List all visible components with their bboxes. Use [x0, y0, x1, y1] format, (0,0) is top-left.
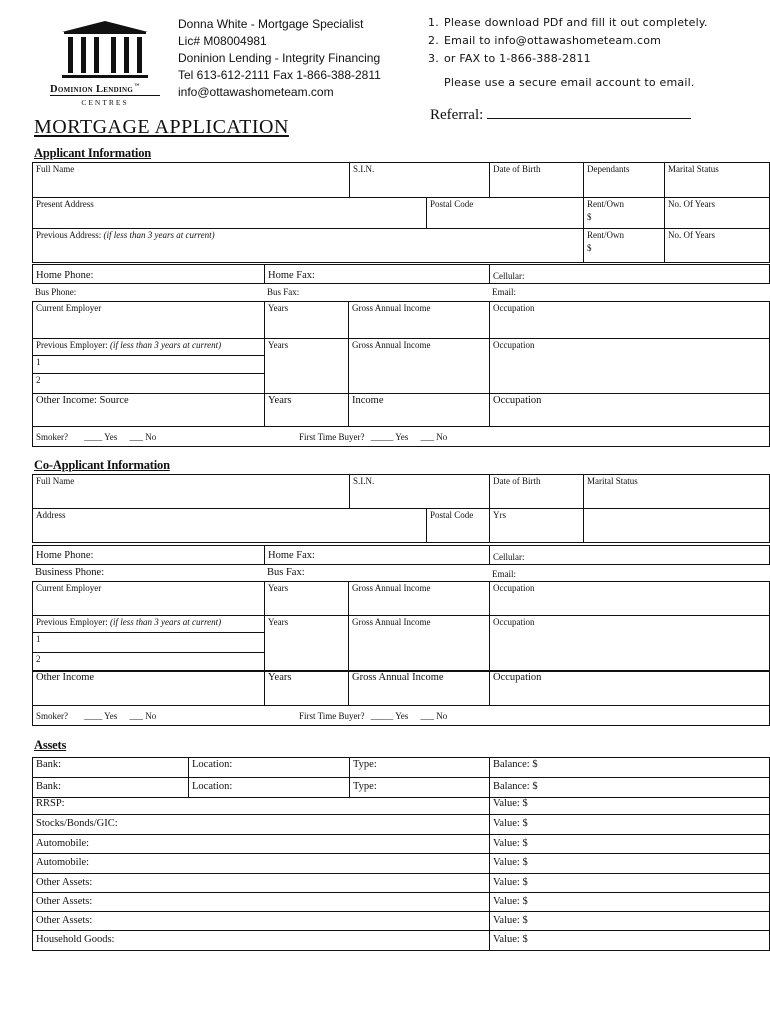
co-cellular-field[interactable]: Cellular:	[489, 545, 770, 565]
asset-automobile1-value[interactable]: Value: $	[489, 834, 770, 854]
co-previous-employer-field[interactable]: Previous Employer: (if less than 3 years at current)	[32, 615, 265, 633]
applicant-home-phone-field[interactable]: Home Phone:	[32, 264, 265, 284]
contact-line: Doninion Lending - Integrity Financing	[178, 51, 381, 65]
page-title: MORTGAGE APPLICATION	[34, 116, 289, 138]
co-years3-field[interactable]: Years	[264, 670, 349, 706]
contact-email: info@ottawashometeam.com	[178, 85, 334, 99]
instruction-note: Please use a secure email account to email.	[444, 76, 695, 89]
asset-other3-field[interactable]: Other Assets:	[32, 911, 490, 931]
asset-other1-value[interactable]: Value: $	[489, 873, 770, 893]
applicant-grid	[32, 162, 770, 447]
applicant-gross-income2-field[interactable]: Gross Annual Income	[348, 338, 490, 394]
applicant-sin-field[interactable]: S.I.N.	[349, 162, 490, 198]
co-first-time-yes-label: Yes	[395, 711, 409, 721]
asset-rrsp-value[interactable]: Value: $	[489, 797, 770, 815]
co-smoker-row	[32, 705, 770, 726]
asset-other2-field[interactable]: Other Assets:	[32, 892, 490, 912]
asset-other2-value[interactable]: Value: $	[489, 892, 770, 912]
applicant-prev-employer-2[interactable]: 2	[32, 373, 265, 394]
instruction-item: 3. or FAX to 1-866-388-2811	[428, 52, 591, 65]
logo-text-dominion: Dominion Lending™	[50, 84, 160, 96]
applicant-no-years-field[interactable]: No. Of Years	[664, 197, 770, 229]
co-full-name-field[interactable]: Full Name	[32, 474, 350, 509]
co-occupation2-field[interactable]: Occupation	[489, 615, 770, 672]
co-first-time-no-label: No	[436, 711, 448, 721]
asset-automobile2-value[interactable]: Value: $	[489, 853, 770, 874]
co-home-fax-field[interactable]: Home Fax:	[264, 545, 490, 565]
co-smoker-yes-blank[interactable]: ____	[84, 711, 103, 721]
applicant-bus-phone-label: Bus Phone:	[35, 287, 77, 297]
asset-automobile2-field[interactable]: Automobile:	[32, 853, 490, 874]
instructions-list	[428, 14, 708, 92]
co-dob-field[interactable]: Date of Birth	[489, 474, 584, 509]
applicant-postal-field[interactable]: Postal Code	[426, 197, 584, 229]
section-title-coapplicant: Co-Applicant Information	[34, 458, 170, 472]
applicant-dependants-field[interactable]: Dependants	[583, 162, 665, 198]
contact-line: Tel 613-612-2111 Fax 1-866-388-2811	[178, 68, 381, 82]
co-gross-income3-field[interactable]: Gross Annual Income	[348, 670, 490, 706]
company-logo	[50, 18, 160, 108]
smoker-label: Smoker?	[36, 432, 68, 442]
co-email-label: Email:	[492, 569, 516, 579]
applicant-present-address-field[interactable]: Present Address	[32, 197, 427, 229]
co-gross-income2-field[interactable]: Gross Annual Income	[348, 615, 490, 672]
applicant-no-years2-field[interactable]: No. Of Years	[664, 228, 770, 263]
asset-automobile1-field[interactable]: Automobile:	[32, 834, 490, 854]
applicant-rent-own2-field[interactable]: Rent/Own $	[583, 228, 665, 263]
applicant-prev-employer-1[interactable]: 1	[32, 355, 265, 374]
co-blank-field[interactable]	[583, 508, 770, 543]
contact-line: Donna White - Mortgage Specialist	[178, 17, 364, 31]
co-smoker-label: Smoker?	[36, 711, 68, 721]
applicant-years-field[interactable]: Years	[264, 301, 349, 339]
co-yrs-field[interactable]: Yrs	[489, 508, 584, 543]
referral-label: Referral:	[430, 107, 484, 123]
co-gross-income-field[interactable]: Gross Annual Income	[348, 581, 490, 616]
referral-input-line[interactable]	[487, 106, 691, 119]
contact-block	[178, 16, 381, 101]
first-time-no-label: No	[436, 432, 448, 442]
co-years-field[interactable]: Years	[264, 581, 349, 616]
section-title-assets: Assets	[34, 738, 67, 752]
applicant-marital-field[interactable]: Marital Status	[664, 162, 770, 198]
co-years2-field[interactable]: Years	[264, 615, 349, 672]
asset-bank2-field[interactable]: Bank:	[32, 777, 189, 798]
co-other-income-field[interactable]: Other Income	[32, 670, 265, 706]
applicant-current-employer-field[interactable]: Current Employer	[32, 301, 265, 339]
smoker-no-label: No	[145, 432, 157, 442]
contact-line: Lic# M08004981	[178, 34, 267, 48]
asset-rrsp-field[interactable]: RRSP:	[32, 797, 490, 815]
applicant-bus-fax-label: Bus Fax:	[267, 287, 300, 297]
asset-stocks-value[interactable]: Value: $	[489, 814, 770, 835]
co-first-time-no-blank[interactable]: ___	[420, 711, 435, 721]
asset-other1-field[interactable]: Other Assets:	[32, 873, 490, 893]
co-smoker-yes-label: Yes	[104, 711, 118, 721]
asset-balance2-field[interactable]: Balance: $	[489, 777, 770, 798]
applicant-income-field[interactable]: Income	[348, 393, 490, 427]
co-marital-field[interactable]: Marital Status	[583, 474, 770, 509]
co-prev-employer-1[interactable]: 1	[32, 632, 265, 653]
co-first-time-label: First Time Buyer?	[299, 711, 365, 721]
asset-bank1-field[interactable]: Bank:	[32, 757, 189, 778]
first-time-no-blank[interactable]: ___	[420, 432, 435, 442]
co-home-phone-field[interactable]: Home Phone:	[32, 545, 265, 565]
applicant-previous-employer-field[interactable]: Previous Employer: (if less than 3 years at current)	[32, 338, 265, 356]
applicant-dob-field[interactable]: Date of Birth	[489, 162, 584, 198]
co-occupation-field[interactable]: Occupation	[489, 581, 770, 616]
co-prev-employer-2[interactable]: 2	[32, 652, 265, 672]
applicant-email-label: Email:	[492, 287, 516, 297]
applicant-gross-income-field[interactable]: Gross Annual Income	[348, 301, 490, 339]
asset-household-value[interactable]: Value: $	[489, 930, 770, 951]
applicant-full-name-field[interactable]: Full Name	[32, 162, 350, 198]
asset-location1-field[interactable]: Location:	[188, 757, 350, 778]
assets-grid	[32, 757, 770, 951]
applicant-occupation2-field[interactable]: Occupation	[489, 338, 770, 394]
applicant-home-fax-field[interactable]: Home Fax:	[264, 264, 490, 284]
applicant-years3-field[interactable]: Years	[264, 393, 349, 427]
instruction-item: 1. Please download PDf and fill it out completely.	[428, 16, 708, 29]
applicant-smoker-row	[32, 426, 770, 447]
co-smoker-no-label: No	[145, 711, 157, 721]
applicant-previous-address-field[interactable]: Previous Address: (if less than 3 years at current)	[32, 228, 584, 263]
co-current-employer-field[interactable]: Current Employer	[32, 581, 265, 616]
co-first-time-buyer-group	[299, 711, 447, 721]
section-title-applicant: Applicant Information	[34, 146, 151, 160]
applicant-cellular-field[interactable]: Cellular:	[489, 264, 770, 284]
asset-location2-field[interactable]: Location:	[188, 777, 350, 798]
first-time-yes-blank[interactable]: _____	[370, 432, 394, 442]
instruction-item: 2. Email to info@ottawashometeam.com	[428, 34, 662, 47]
asset-type1-field[interactable]: Type:	[349, 757, 490, 778]
co-smoker-no-blank[interactable]: ___	[129, 711, 144, 721]
co-first-time-yes-blank[interactable]: _____	[370, 711, 394, 721]
co-postal-field[interactable]: Postal Code	[426, 508, 490, 543]
applicant-rent-own-field[interactable]: Rent/Own $	[583, 197, 665, 229]
asset-type2-field[interactable]: Type:	[349, 777, 490, 798]
applicant-occupation3-field[interactable]: Occupation	[489, 393, 770, 427]
asset-balance1-field[interactable]: Balance: $	[489, 757, 770, 778]
smoker-yes-blank[interactable]: ____	[84, 432, 103, 442]
asset-household-field[interactable]: Household Goods:	[32, 930, 490, 951]
co-bus-phone-label: Business Phone:	[35, 567, 105, 578]
co-bus-fax-label: Bus Fax:	[267, 567, 305, 578]
asset-stocks-field[interactable]: Stocks/Bonds/GIC:	[32, 814, 490, 835]
smoker-yes-label: Yes	[104, 432, 118, 442]
co-address-field[interactable]: Address	[32, 508, 427, 543]
applicant-other-income-field[interactable]: Other Income: Source	[32, 393, 265, 427]
first-time-buyer-group	[299, 432, 447, 442]
coapplicant-grid	[32, 474, 770, 726]
applicant-years2-field[interactable]: Years	[264, 338, 349, 394]
co-sin-field[interactable]: S.I.N.	[349, 474, 490, 509]
referral-field[interactable]	[430, 106, 691, 124]
smoker-no-blank[interactable]: ___	[129, 432, 144, 442]
first-time-yes-label: Yes	[395, 432, 409, 442]
co-occupation3-field[interactable]: Occupation	[489, 670, 770, 706]
building-logo-icon	[50, 18, 160, 88]
asset-other3-value[interactable]: Value: $	[489, 911, 770, 931]
applicant-occupation-field[interactable]: Occupation	[489, 301, 770, 339]
logo-text-centres: CENTRES	[81, 98, 129, 107]
first-time-label: First Time Buyer?	[299, 432, 365, 442]
